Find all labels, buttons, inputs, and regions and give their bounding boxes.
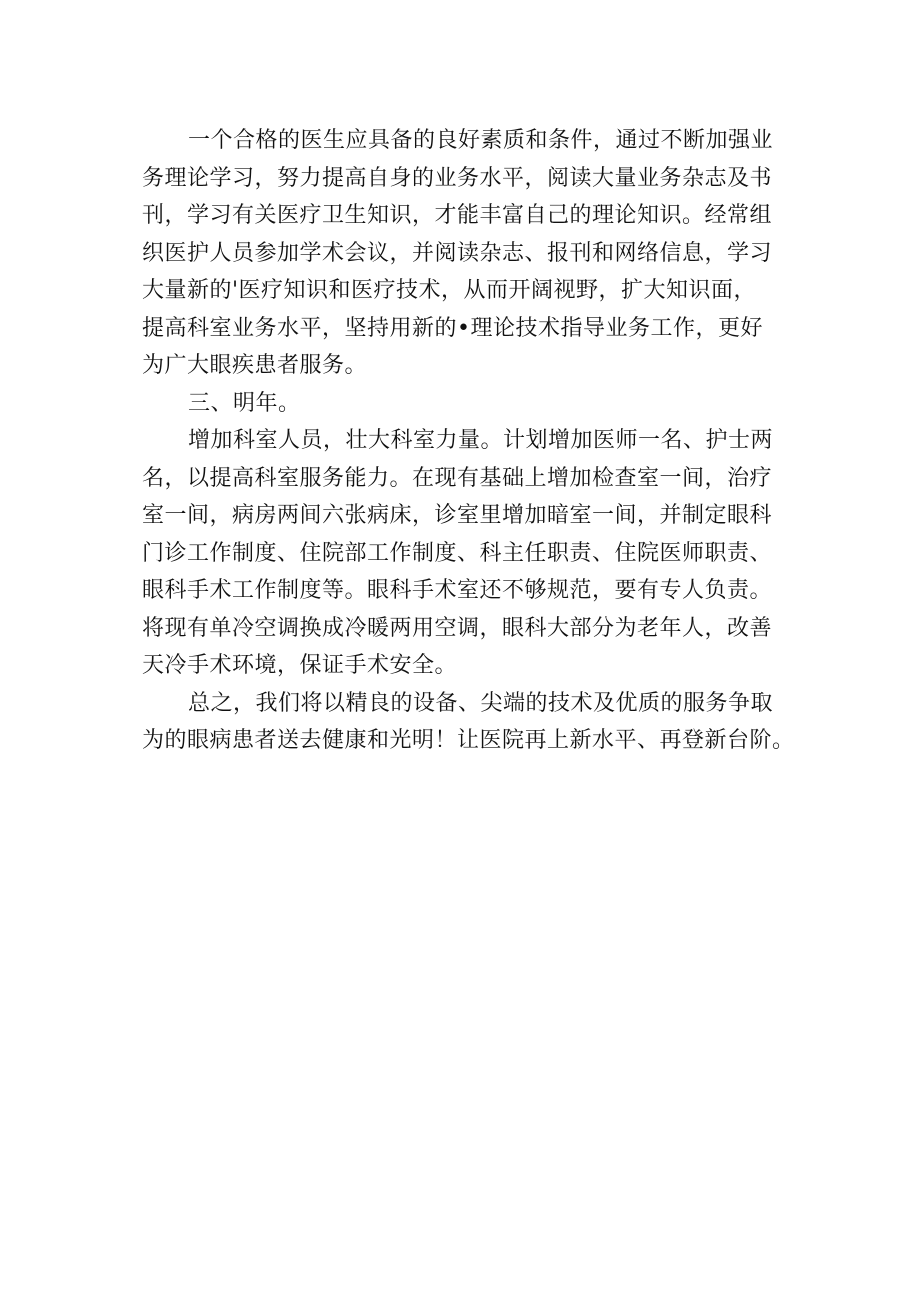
paragraph-1-line-3: 刊，学习有关医疗卫生知识，才能丰富自己的理论知识。经常组 [142,203,773,228]
section-heading: 三、明年。 [188,390,301,416]
paragraph-3-line-1: 总之，我们将以精良的设备、尖端的技术及优质的服务争取 [188,690,774,716]
paragraph-2-line-4: 门诊工作制度、住院部工作制度、科主任职责、住院医师职责、 [142,540,773,566]
paragraph-3-line-2: 为的眼病患者送去健康和光明！让医院再上新水平、再登新台阶。 [142,728,795,753]
paragraph-1-line-6: 提高科室业务水平，坚持用新的•理论技术指导业务工作，更好 [142,315,763,341]
paragraph-1-line-4: 织医护人员参加学术会议，并阅读杂志、报刊和网络信息，学习 [142,240,773,266]
paragraph-1-line-1: 一个合格的医生应具备的良好素质和条件，通过不断加强业 [188,128,774,153]
paragraph-2-line-6: 将现有单冷空调换成冷暖两用空调，眼科大部分为老年人，改善 [142,615,773,641]
paragraph-1-line-7: 为广大眼疾患者服务。 [142,353,368,378]
document-body [142,122,802,760]
paragraph-2-line-3: 室一间，病房两间六张病床，诊室里增加暗室一间，并制定眼科 [142,503,773,528]
paragraph-2-line-1: 增加科室人员，壮大科室力量。计划增加医师一名、护士两 [188,428,774,453]
paragraph-2-line-2: 名，以提高科室服务能力。在现有基础上增加检查室一间，治疗 [142,465,773,491]
paragraph-2-line-5: 眼科手术工作制度等。眼科手术室还不够规范，要有专人负责。 [142,578,773,603]
paragraph-2-line-7: 天冷手术环境，保证手术安全。 [142,653,458,678]
paragraph-1-line-5: 大量新的'医疗知识和医疗技术，从而开阔视野，扩大知识面， [142,278,757,303]
paragraph-1-line-2: 务理论学习，努力提高自身的业务水平，阅读大量业务杂志及书 [142,165,773,191]
